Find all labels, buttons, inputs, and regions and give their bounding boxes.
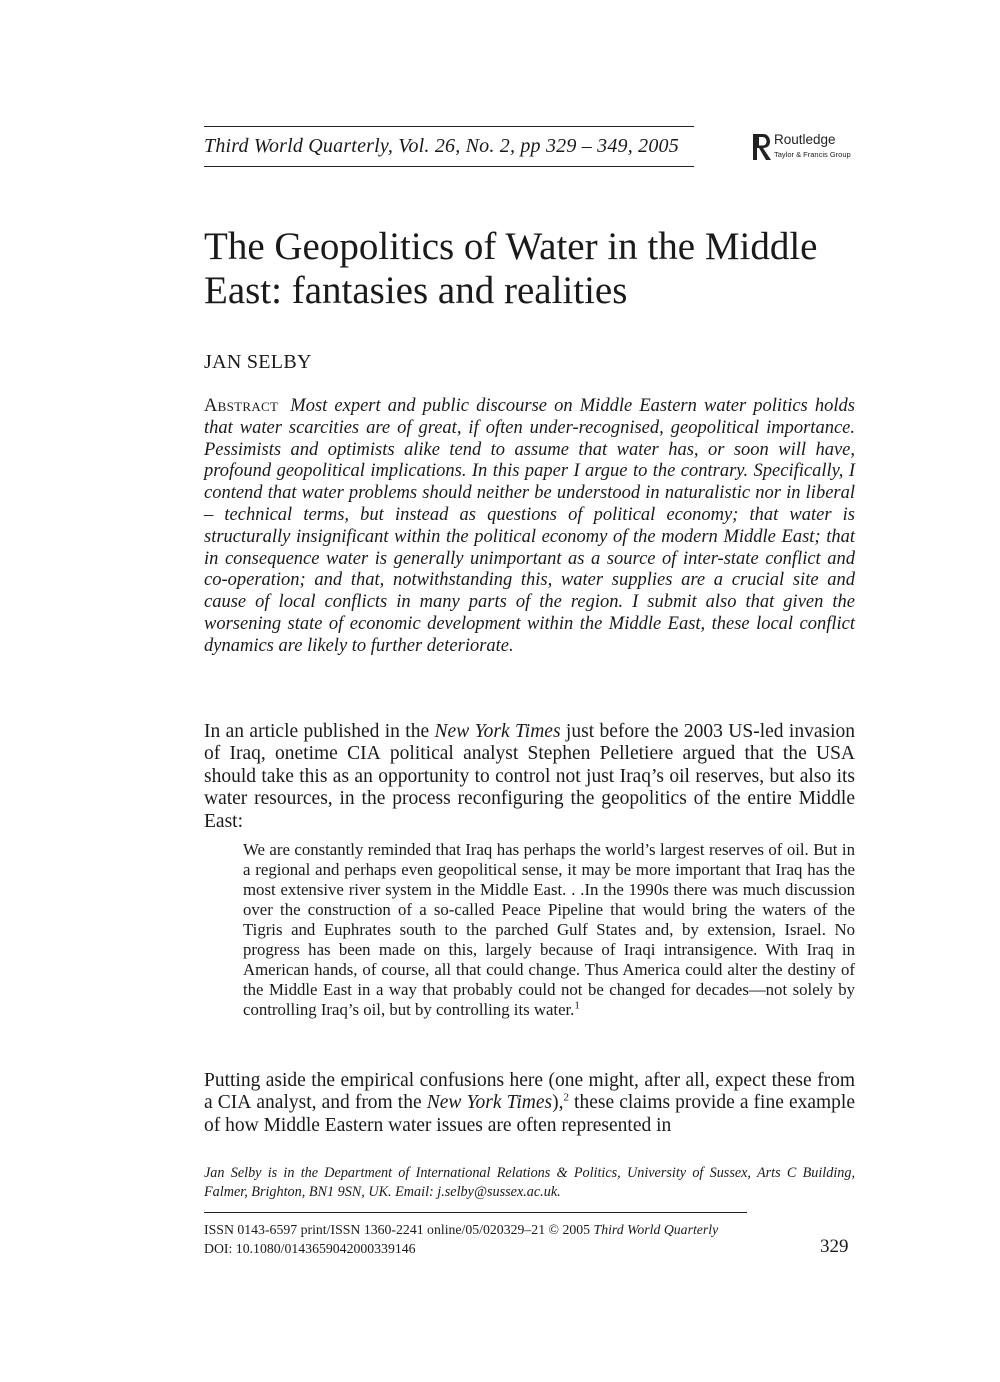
routledge-logo-icon (752, 132, 772, 162)
doi-line: DOI: 10.1080/0143659042000339146 (204, 1241, 416, 1256)
issn-line: ISSN 0143-6597 print/ISSN 1360-2241 online/05/020329–21 © 2005 Third World Quarterly (204, 1222, 719, 1237)
article-title: The Geopolitics of Water in the Middle East: fantasies and realities (204, 225, 818, 312)
footnote-ref-1[interactable]: 1 (574, 999, 580, 1012)
publisher-logo (752, 132, 862, 166)
footer-divider (204, 1212, 747, 1213)
acronym: CIA (217, 1092, 252, 1114)
footnote-ref-2[interactable]: 2 (563, 1091, 569, 1104)
body-paragraph-2: Putting aside the empirical confusions here (one might, after all, expect these from a CIA analyst, and from the New York Times),$^2$ these claims provide a fine example of how Middle Eastern water issues are often represented in (204, 1070, 856, 1136)
quote-text: We are constantly reminded that Iraq has perhaps the world’s largest reserves of oil. But in a regional and perhaps even geopolitical sense, it may be more important that Iraq has the most extensive river system in the Middle East. . .In the 1990s there was much discussion over the construction of a so-called Peace Pipeline that would bring the waters of the Tigris and Euphrates south to the parched Gulf States and, by extension, Israel. No progress has been made on this, largely because of Iraqi intransigence. With Iraq in American hands, of course, all that could change. Thus America could alter the destiny of the Middle East in a way that probably could not be changed for decades—not solely by controlling Iraq’s oil, but by controlling its water. (243, 840, 855, 1019)
acronym: CIA (347, 743, 381, 765)
publisher-subtitle: Taylor & Francis Group (774, 150, 851, 159)
publication-name: New York Times (434, 721, 561, 742)
article-author: JAN SELBY (204, 351, 312, 373)
abstract-text: Most expert and public discourse on Middle Eastern water politics holds that water scarcities are of great, if often under-recognised, geopolitical importance. Pessimists and optimists alike tend to assume that water has, or soon will have, profound geopolitical implications. In this paper I argue to the contrary. Specifically, I contend that water problems should neither be understood in naturalistic nor in liberal – technical terms, but instead as questions of political economy; that water is structurally insignificant within the political economy of the modern Middle East; that in consequence water is generally unimportant as a source of inter-state conflict and co-operation; and that, notwithstanding this, water supplies are a crucial site and cause of local conflicts in many parts of the region. I submit also that given the worsening state of economic development within the Middle East, these local conflict dynamics are likely to further deteriorate. (204, 396, 855, 656)
publisher-name: Routledge (774, 132, 836, 147)
page-number: 329 (820, 1236, 849, 1257)
author-affiliation: Jan Selby is in the Department of International Relations & Politics, University of Sussex, Arts C Building, Falmer, Brighton, BN1 9SN, UK. Email: j.selby@sussex.ac.uk. (204, 1165, 855, 1200)
abstract-label: Abstract (204, 396, 279, 416)
publication-name: New York Times (426, 1092, 553, 1114)
block-quote (243, 840, 855, 1020)
abstract (204, 396, 855, 658)
journal-citation: Third World Quarterly, Vol. 26, No. 2, pp 329 – 349, 2005 (204, 126, 694, 167)
body-paragraph-1: In an article published in the New York Times just before the 2003 US-led invasion of Iraq, onetime CIA political analyst Stephen Pelletiere argued that the USA should take this as an opportunity to control not just Iraq’s oil reserves, but also its water resources, in the process reconfiguring the geopolitics of the entire Middle East: (204, 721, 856, 832)
